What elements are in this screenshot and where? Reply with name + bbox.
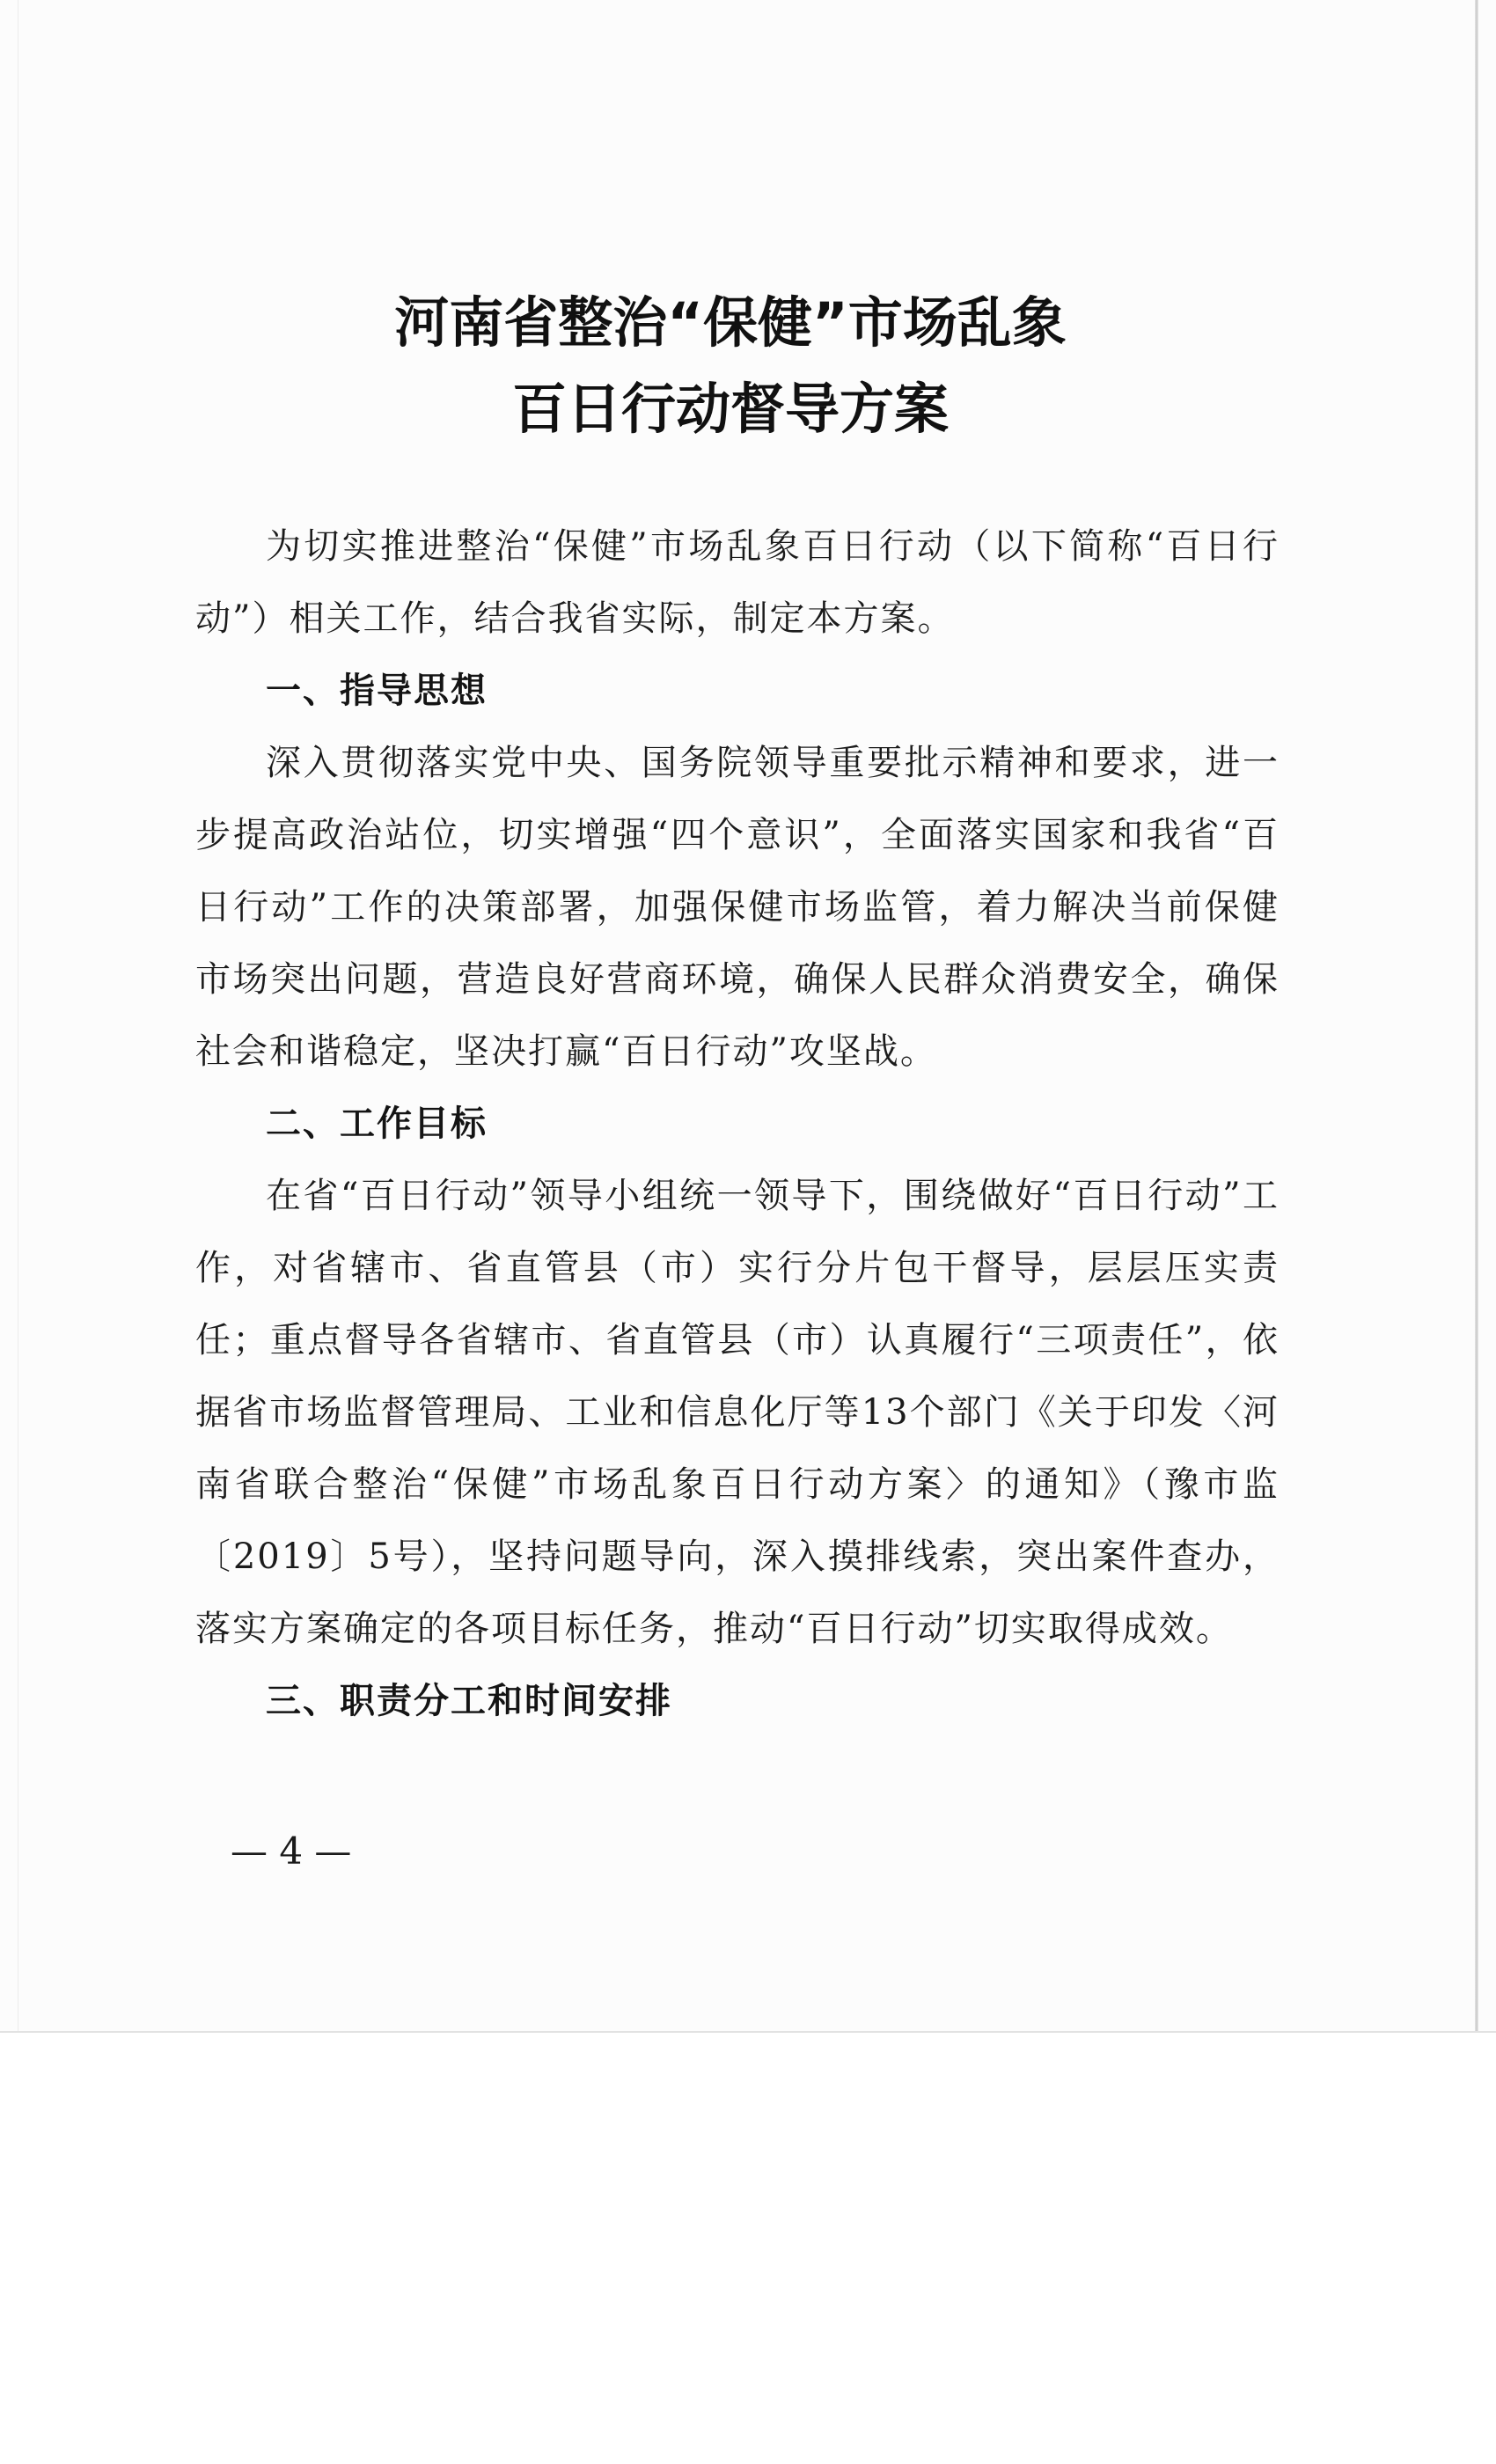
section-3-heading: 三、职责分工和时间安排 xyxy=(266,1681,672,1721)
intro-paragraph: 为切实推进整治“保健”市场乱象百日行动（以下简称“百日行动”）相关工作，结合我省实际，制定本方案。 xyxy=(195,526,1280,639)
document-title xyxy=(0,280,1461,452)
section-1-heading: 一、指导思想 xyxy=(266,671,488,711)
document-body xyxy=(195,510,1280,1737)
section-2-paragraph: 在省“百日行动”领导小组统一领导下，围绕做好“百日行动”工作，对省辖市、省直管县（市）实行分片包干督导，层层压实责任；重点督导各省辖市、省直管县（市）认真履行“三项责任”，依据省市场监督管理局、工业和信息化厅等13个部门《关于印发〈河南省联合整治“保健”市场乱象百日行动方案〉的通知》（豫市监〔2019〕5号），坚持问题导向，深入摸排线索，突出案件查办，落实方案确定的各项目标任务，推动“百日行动”切实取得成效。 xyxy=(195,1176,1280,1649)
page-bottom-edge xyxy=(0,2031,1496,2033)
section-1-paragraph: 深入贯彻落实党中央、国务院领导重要批示精神和要求，进一步提高政治站位，切实增强“四个意识”，全面落实国家和我省“百日行动”工作的决策部署，加强保健市场监管，着力解决当前保健市场突出问题，营造良好营商环境，确保人民群众消费安全，确保社会和谐稳定，坚决打赢“百日行动”攻坚战。 xyxy=(195,743,1280,1072)
title-line-1: 河南省整治“保健”市场乱象 xyxy=(394,290,1067,355)
page-right-edge xyxy=(1475,0,1478,2033)
page-number: — 4 — xyxy=(231,1830,352,1873)
title-line-2: 百日行动督导方案 xyxy=(511,377,949,441)
section-2-heading: 二、工作目标 xyxy=(266,1104,488,1144)
